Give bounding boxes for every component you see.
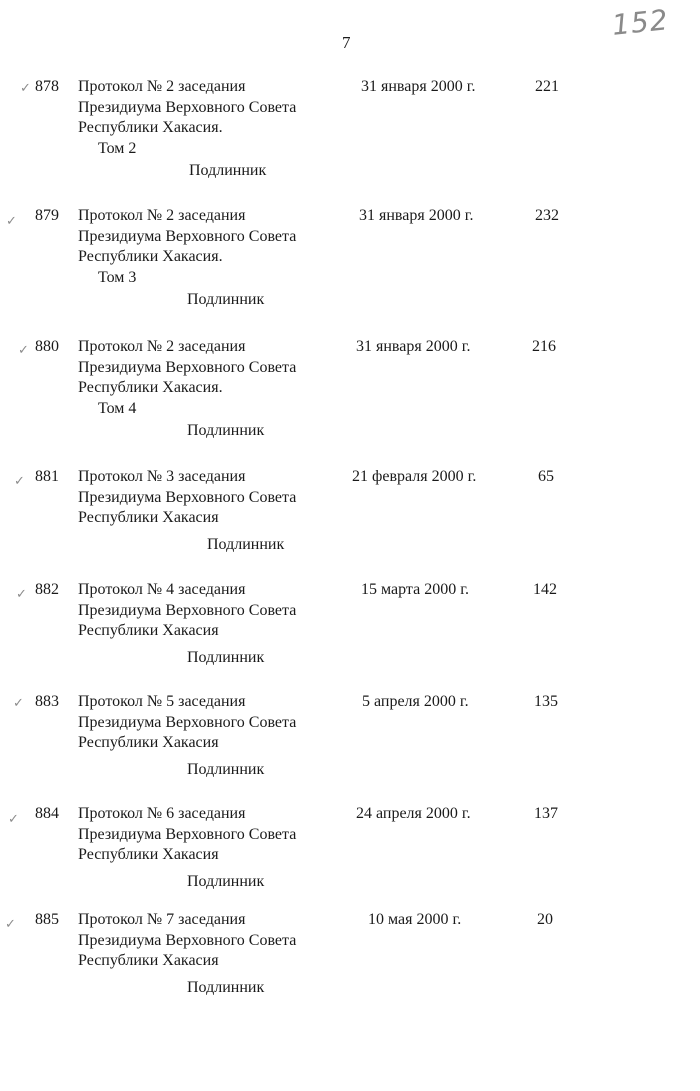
sheet-count: 137: [534, 805, 558, 822]
entry-number: 885: [35, 911, 59, 928]
sheet-count: 65: [538, 468, 554, 485]
description-line: Протокол № 5 заседания: [78, 693, 246, 710]
handwritten-sheet-number: 152: [610, 3, 671, 42]
entry-date: 31 января 2000 г.: [359, 207, 474, 224]
description-line: Президиума Верховного Совета: [78, 98, 297, 116]
entry-number: 880: [35, 338, 59, 355]
description-line: Президиума Верховного Совета: [78, 713, 297, 731]
description-line: Республики Хакасия.: [78, 248, 223, 265]
description-line: Президиума Верховного Совета: [78, 488, 297, 506]
description-line: Президиума Верховного Совета: [78, 358, 297, 376]
check-mark-icon: ✓: [13, 696, 24, 711]
description-line: Протокол № 7 заседания: [78, 911, 246, 928]
sheet-count: 20: [537, 911, 553, 928]
description-line: Республики Хакасия.: [78, 119, 223, 136]
entry-number: 879: [35, 207, 59, 224]
entry-date: 5 апреля 2000 г.: [362, 693, 469, 710]
check-mark-icon: ✓: [18, 343, 29, 358]
volume-label: Том 2: [98, 139, 137, 157]
entry-number: 881: [35, 468, 59, 485]
description-line: Республики Хакасия: [78, 734, 219, 751]
entry-number: 878: [35, 78, 59, 95]
description-line: Республики Хакасия: [78, 622, 219, 639]
status-label: Подлинник: [187, 979, 265, 996]
entry-date: 31 января 2000 г.: [356, 338, 471, 355]
page-number: 7: [342, 33, 351, 52]
status-label: Подлинник: [187, 422, 265, 439]
description-line: Президиума Верховного Совета: [78, 931, 297, 949]
check-mark-icon: ✓: [5, 917, 16, 932]
entry-description: [78, 804, 348, 866]
description-line: Президиума Верховного Совета: [78, 227, 297, 245]
entry-date: 10 мая 2000 г.: [368, 911, 462, 928]
description-line: Президиума Верховного Совета: [78, 601, 297, 619]
entry-date: 31 января 2000 г.: [361, 78, 476, 95]
entry-description: [78, 337, 348, 419]
entry-description: [78, 206, 348, 288]
description-line: Протокол № 2 заседания: [78, 207, 246, 224]
check-mark-icon: ✓: [6, 214, 17, 229]
description-line: Республики Хакасия: [78, 509, 219, 526]
description-line: Республики Хакасия: [78, 952, 219, 969]
sheet-count: 221: [535, 78, 559, 95]
sheet-count: 232: [535, 207, 559, 224]
status-label: Подлинник: [207, 536, 285, 553]
entry-number: 883: [35, 693, 59, 710]
status-label: Подлинник: [187, 761, 265, 778]
check-mark-icon: ✓: [16, 587, 27, 602]
entry-number: 884: [35, 805, 59, 822]
status-label: Подлинник: [187, 873, 265, 890]
description-line: Протокол № 2 заседания: [78, 338, 246, 355]
entry-description: [78, 77, 348, 159]
volume-label: Том 3: [98, 268, 137, 286]
description-line: Протокол № 4 заседания: [78, 581, 246, 598]
sheet-count: 135: [534, 693, 558, 710]
entry-date: 24 апреля 2000 г.: [356, 805, 471, 822]
check-mark-icon: ✓: [14, 474, 25, 489]
description-line: Протокол № 6 заседания: [78, 805, 246, 822]
description-line: Республики Хакасия: [78, 846, 219, 863]
check-mark-icon: ✓: [20, 81, 31, 96]
sheet-count: 216: [532, 338, 556, 355]
entry-description: [78, 580, 348, 642]
description-line: Протокол № 3 заседания: [78, 468, 246, 485]
description-line: Протокол № 2 заседания: [78, 78, 246, 95]
check-mark-icon: ✓: [8, 812, 19, 827]
description-line: Республики Хакасия.: [78, 379, 223, 396]
volume-label: Том 4: [98, 399, 137, 417]
entry-date: 21 февраля 2000 г.: [352, 468, 477, 485]
entry-date: 15 марта 2000 г.: [361, 581, 469, 598]
sheet-count: 142: [533, 581, 557, 598]
description-line: Президиума Верховного Совета: [78, 825, 297, 843]
status-label: Подлинник: [189, 162, 267, 179]
status-label: Подлинник: [187, 291, 265, 308]
status-label: Подлинник: [187, 649, 265, 666]
entry-description: [78, 467, 348, 529]
entry-description: [78, 692, 348, 754]
entry-number: 882: [35, 581, 59, 598]
entry-description: [78, 910, 348, 972]
